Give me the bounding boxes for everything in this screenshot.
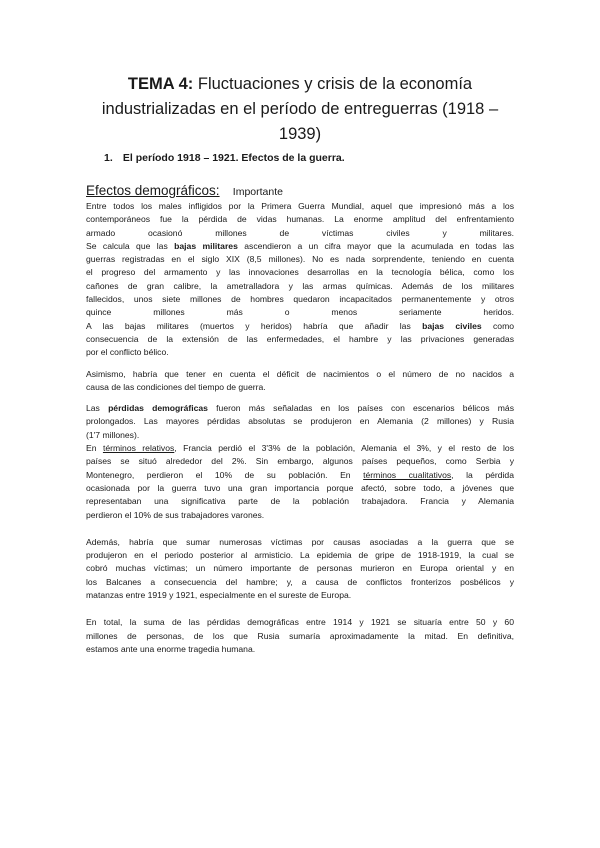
text-line: por el conflicto bélico.: [86, 347, 169, 358]
underlined-term: términos relativos: [102, 443, 175, 454]
text-line: ocasionada por la guerra tuvo una gran importancia porque afectó, sobre todo, a jóvenes que: [86, 482, 514, 493]
title-prefix: TEMA 4:: [127, 75, 194, 93]
text-run: A las bajas militares (muertos y heridos) habría que añadir las: [86, 320, 423, 331]
underlined-term: términos cualitativos: [363, 469, 452, 480]
text-line: países se situó alrededor del 2%. Sin embargo, algunos países pequeños, como Serbia y: [86, 456, 514, 467]
text-line: consecuencia de la extensión de las enfermedades, el hambre y las privaciones generadas: [86, 333, 514, 344]
text-run: Montenegro, perdieron el 10% de su población. En: [86, 469, 364, 480]
text-line: En total, la suma de las pérdidas demográficas entre 1914 y 1921 se situaría entre 50 y 60: [86, 617, 514, 628]
text-line: representaban una significativa parte de la población trabajadora. Francia y Alemania: [86, 496, 514, 507]
text-line: [86, 469, 514, 482]
text-run: fueron más señaladas en los países con escenarios bélicos más: [207, 403, 514, 414]
text-line: perdieron el 10% de sus trabajadores varones.: [86, 509, 265, 520]
body-text: [86, 200, 514, 664]
subsection-heading: [86, 178, 283, 200]
text-line: Asimismo, habría que tener en cuenta el déficit de nacimientos o el número de no nacidos a: [86, 368, 514, 379]
paragraph-4: [86, 536, 514, 602]
text-run: Las: [86, 403, 109, 414]
text-line: millones de personas, de los que Rusia sumaría aproximadamente la mitad. En definitiva,: [86, 630, 514, 641]
text-line: [86, 240, 514, 253]
paragraph-1: [86, 200, 514, 360]
paragraph-5: [86, 616, 514, 656]
importance-tag: Importante: [232, 186, 283, 198]
text-line: (1'7 millones).: [86, 429, 140, 440]
text-run: como: [481, 320, 515, 331]
subsection-title: Efectos demográficos:: [86, 183, 220, 198]
section-title: El período 1918 – 1921. Efectos de la guerra.: [122, 152, 345, 164]
text-run: , la pérdida: [451, 469, 514, 480]
text-line: causa de las condiciones del tiempo de guerra.: [86, 381, 266, 392]
document-title: [60, 72, 540, 147]
bold-term: pérdidas demográficas: [108, 403, 208, 414]
text-line: el progreso del armamento y las innovaciones desarrollas en la tecnología bélica, como los: [86, 267, 514, 278]
bold-term: bajas militares: [174, 240, 238, 251]
paragraph-2: [86, 368, 514, 395]
text-line: [86, 442, 514, 455]
text-line: produjeron en el periodo posterior al armisticio. La epidemia de gripe de 1918-1919, la cual se: [86, 550, 514, 561]
title-line-3: 1939): [278, 125, 322, 143]
title-line-2: industrializadas en el período de entreguerras (1918 –: [101, 100, 499, 118]
text-run: , Francia perdió el 3'3% de la población, Alemania el 3%, y el resto de los: [174, 443, 514, 454]
text-line: [86, 320, 514, 333]
title-line-1: Fluctuaciones y crisis de la economía: [197, 75, 473, 93]
text-line: guerras registradas en el siglo XIX (8,5 millones). No es nada sorprendente, teniendo en cuenta: [86, 254, 514, 265]
text-line: los Balcanes a consecuencia del hambre; y, a causa de conflictos fronterizos posbélicos y: [86, 576, 514, 587]
section-number: 1.: [104, 152, 113, 164]
text-line: prolongados. Las mayores pérdidas absolutas se produjeron en Alemania (2 millones) y Rusia: [86, 416, 514, 427]
text-line: estamos ante una enorme tragedia humana.: [86, 643, 256, 654]
bold-term: bajas civiles: [422, 320, 482, 331]
text-run: En: [86, 443, 103, 454]
text-line: matanzas entre 1919 y 1921, especialmente en el sureste de Europa.: [86, 590, 352, 601]
text-line: quince millones más o menos seriamente heridos.: [86, 307, 514, 318]
text-line: cobró muchas víctimas; un número importante de personas murieron en Europa oriental y en: [86, 563, 514, 574]
text-line: contemporáneos fue la pérdida de vidas humanas. La enorme amplitud del enfrentamiento: [86, 214, 514, 225]
text-run: ascendieron a un cifra mayor que la acumulada en todas las: [237, 240, 515, 251]
text-line: cañones de gran calibre, la ametralladora y las armas químicas. Además de los militares: [86, 280, 514, 291]
text-line: armado ocasionó millones de víctimas civiles y militares.: [86, 227, 514, 238]
section-heading: [104, 152, 345, 164]
text-line: fallecidos, unos siete millones de hombres quedaron incapacitados permanentemente y otros: [86, 294, 514, 305]
text-line: [86, 402, 514, 415]
text-line: Además, habría que sumar numerosas víctimas por causas asociadas a la guerra que se: [86, 536, 514, 547]
text-run: Se calcula que las: [86, 240, 175, 251]
paragraph-3: [86, 402, 514, 522]
text-line: Entre todos los males infligidos por la Primera Guerra Mundial, aquel que impresionó más a los: [86, 201, 514, 211]
